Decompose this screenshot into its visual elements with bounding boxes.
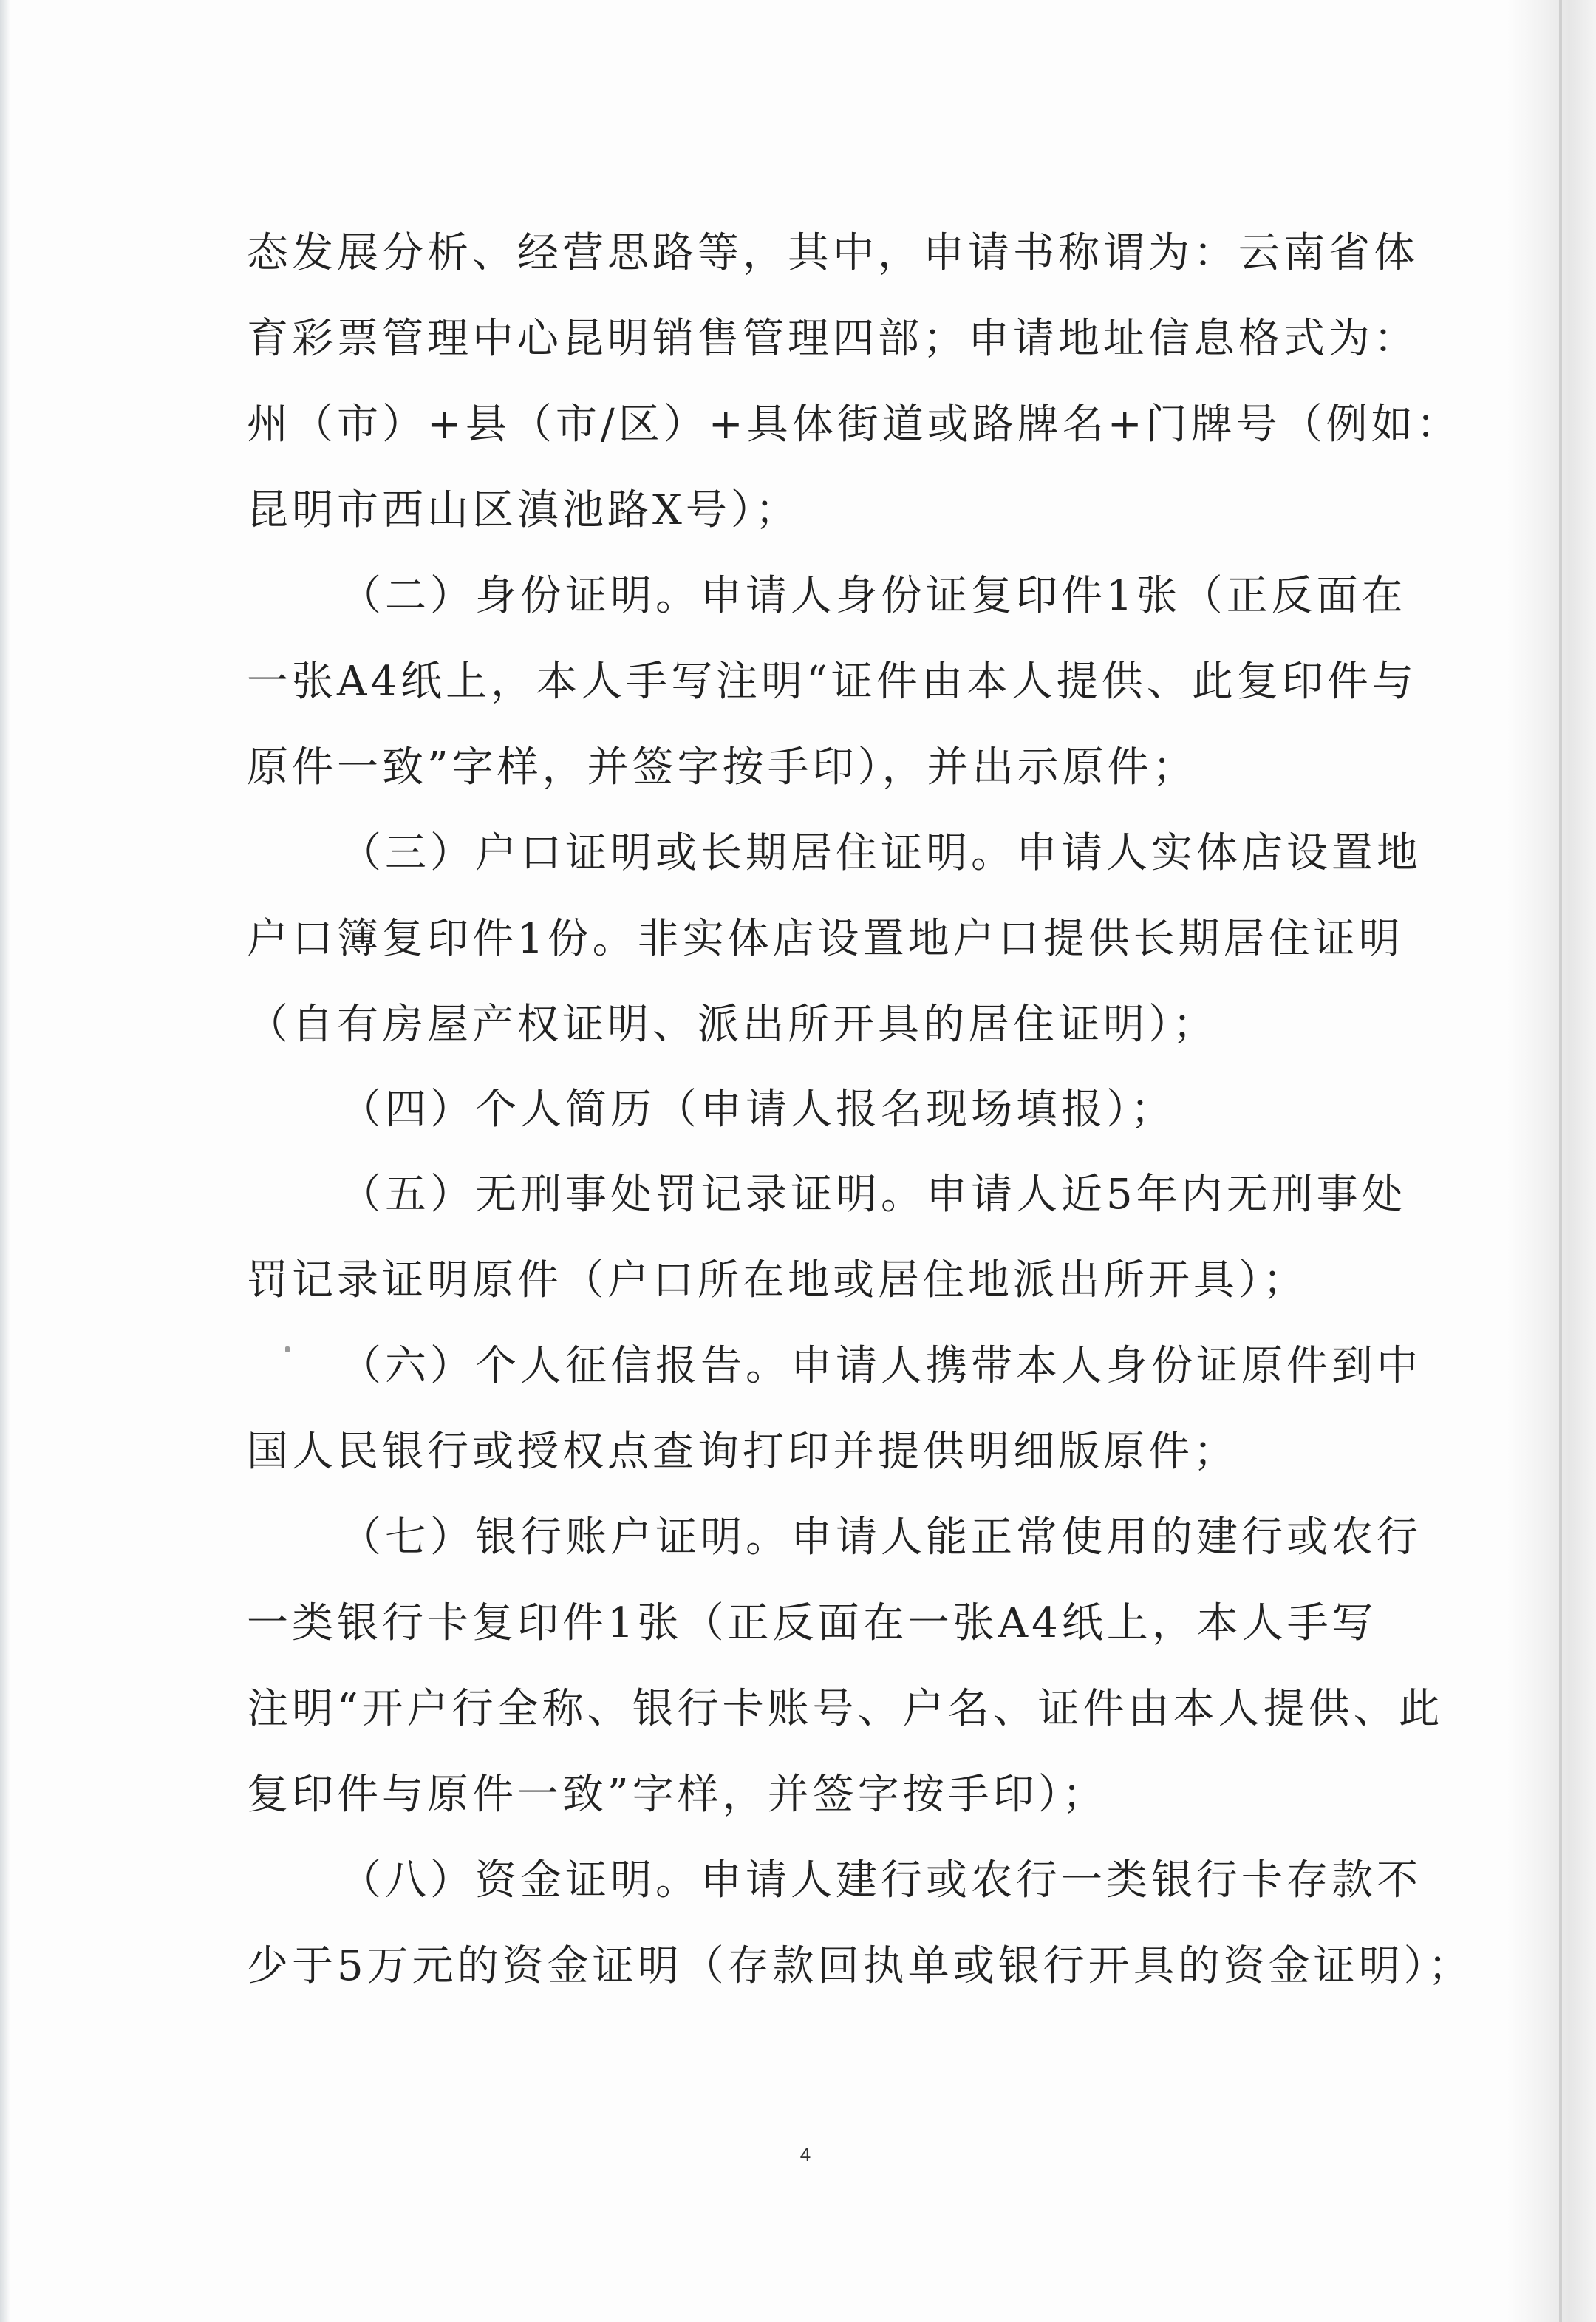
text-line: 注明“开户行全称、银行卡账号、户名、证件由本人提供、此 — [247, 1685, 1444, 1733]
text-line: 一类银行卡复印件1张（正反面在一张A4纸上，本人手写 — [247, 1599, 1377, 1647]
text-line: 复印件与原件一致”字样，并签字按手印）； — [247, 1771, 1108, 1819]
text-line: （八）资金证明。申请人建行或农行一类银行卡存款不 — [340, 1856, 1422, 1904]
text-line: （四）个人简历（申请人报名现场填报）； — [340, 1086, 1176, 1134]
text-line: （三）户口证明或长期居住证明。申请人实体店设置地 — [340, 829, 1422, 877]
text-line: 罚记录证明原件（户口所在地或居住地派出所开具）； — [247, 1256, 1308, 1304]
text-line: 昆明市西山区滇池路X号）； — [247, 486, 800, 534]
text-line: 一张A4纸上，本人手写注明“证件由本人提供、此复印件与 — [247, 658, 1417, 706]
page-number: 4 — [799, 2143, 811, 2165]
text-line: 少于5万元的资金证明（存款回执单或银行开具的资金证明）； — [247, 1942, 1473, 1990]
text-line: 原件一致”字样，并签字按手印），并出示原件； — [247, 743, 1198, 791]
text-line: （六）个人征信报告。申请人携带本人身份证原件到中 — [340, 1342, 1422, 1390]
text-line: （五）无刑事处罚记录证明。申请人近5年内无刑事处 — [340, 1171, 1407, 1219]
scan-right-edge — [1507, 0, 1596, 2322]
text-line: 国人民银行或授权点查询打印并提供明细版原件； — [247, 1428, 1238, 1476]
body-text — [247, 211, 1473, 2009]
text-line: 州（市）+县（市/区）+具体街道或路牌名+门牌号（例如： — [247, 401, 1462, 449]
text-line: （二）身份证明。申请人身份证复印件1张（正反面在 — [340, 572, 1407, 620]
scan-left-edge — [0, 0, 10, 2322]
text-line: 育彩票管理中心昆明销售管理四部；申请地址信息格式为： — [247, 315, 1419, 363]
scan-speck — [285, 1346, 290, 1352]
text-line: （自有房屋产权证明、派出所开具的居住证明）； — [247, 1001, 1218, 1049]
text-line: 户口簿复印件1份。非实体店设置地户口提供长期居住证明 — [247, 915, 1404, 963]
text-line: （七）银行账户证明。申请人能正常使用的建行或农行 — [340, 1514, 1422, 1562]
text-line: 态发展分析、经营思路等，其中，申请书称谓为：云南省体 — [247, 229, 1419, 277]
scan-right-edge-line — [1559, 0, 1562, 2322]
